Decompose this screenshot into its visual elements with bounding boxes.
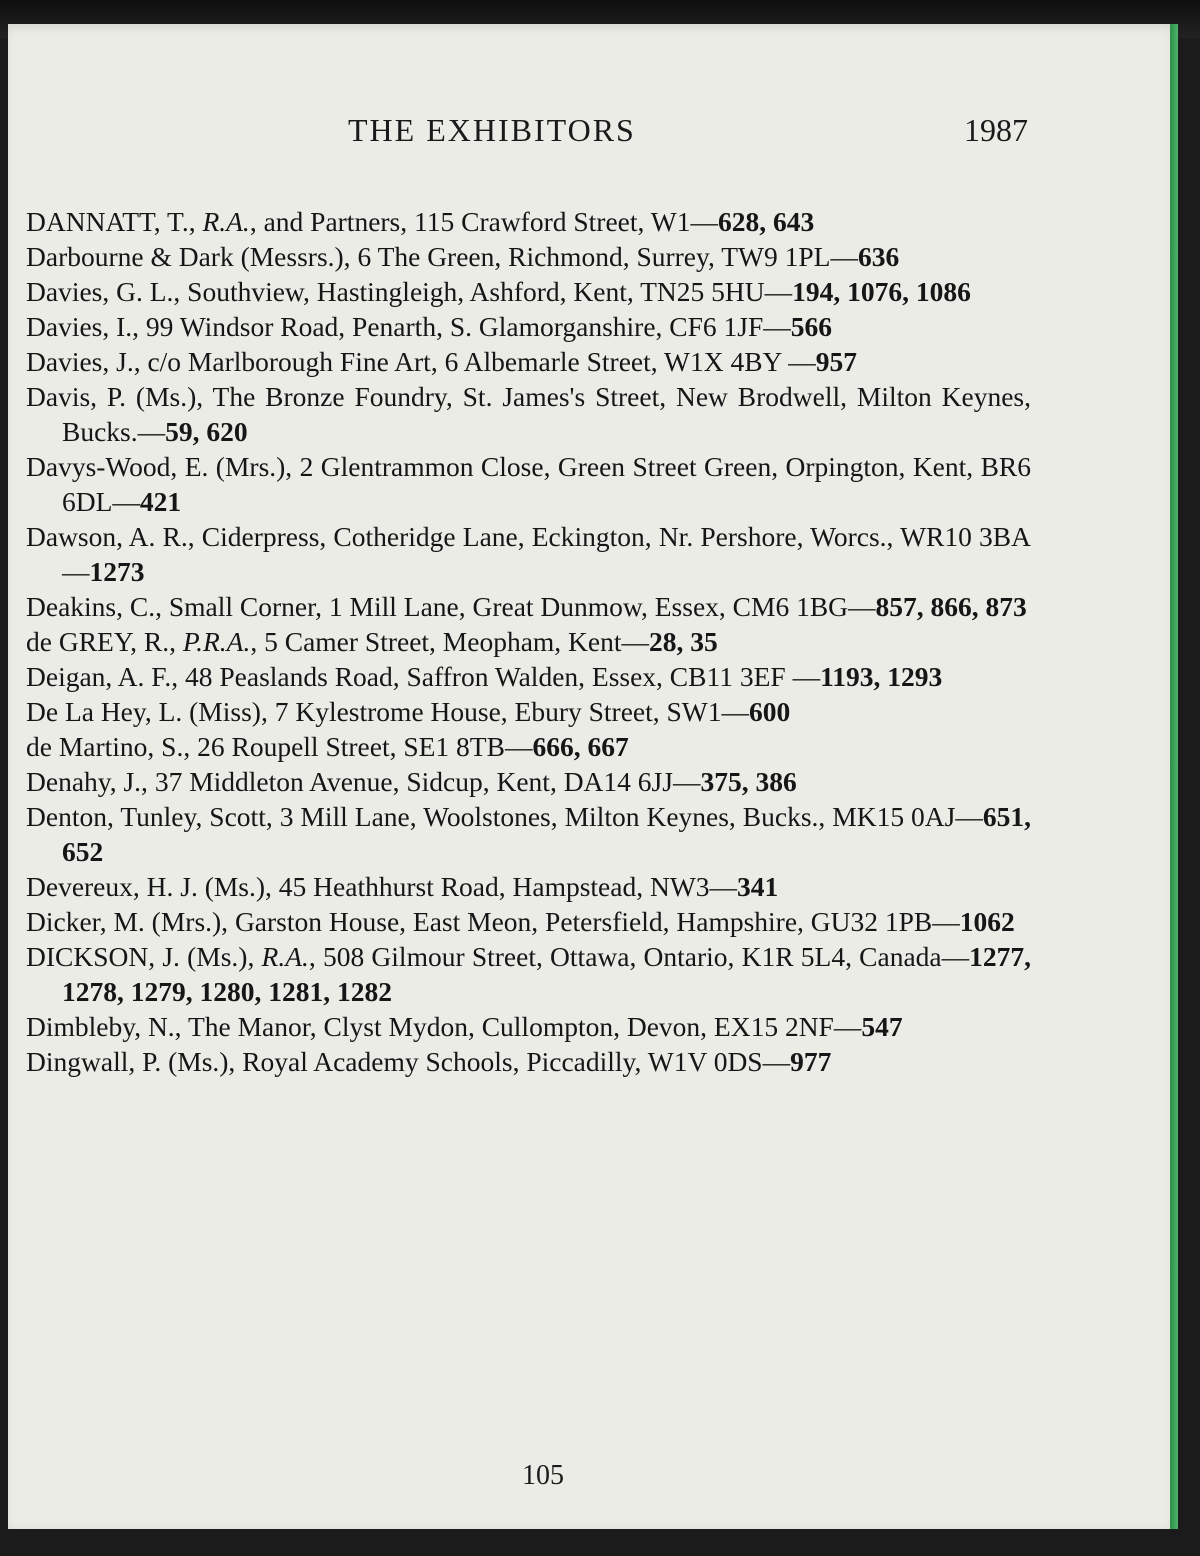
exhibitor-address: 6 The Green, Richmond, Surrey, TW9 1PL— bbox=[357, 241, 858, 272]
exhibitor-name: Davies, I., bbox=[26, 311, 146, 342]
exhibitor-entry bbox=[26, 1044, 1031, 1079]
exhibitor-name: Dicker, M. (Mrs.), bbox=[26, 906, 235, 937]
exhibit-numbers: 977 bbox=[790, 1046, 832, 1077]
exhibitor-name: Denahy, J., bbox=[26, 766, 155, 797]
page-title: THE EXHIBITORS bbox=[348, 112, 636, 148]
exhibitor-address: The Bronze Foundry, St. James's Street, New Brodwell, Milton Keynes, Bucks.— bbox=[62, 381, 1031, 447]
exhibitor-entry bbox=[26, 274, 1031, 309]
exhibit-numbers: 1277, 1278, 1279, 1280, 1281, 1282 bbox=[62, 941, 1031, 1007]
exhibitor-address: Small Corner, 1 Mill Lane, Great Dunmow, Essex, CM6 1BG— bbox=[168, 591, 876, 622]
exhibitor-name: Deakins, C., bbox=[26, 591, 169, 622]
exhibitor-address: 3 Mill Lane, Woolstones, Milton Keynes, Bucks., MK15 0AJ— bbox=[279, 801, 983, 832]
exhibitor-title: P.R.A. bbox=[182, 626, 251, 657]
exhibitor-address: The Manor, Clyst Mydon, Cullompton, Devon, EX15 2NF— bbox=[187, 1011, 862, 1042]
exhibitor-name: Denton, Tunley, Scott, bbox=[26, 801, 280, 832]
header-year: 1987 bbox=[964, 112, 1028, 148]
exhibit-numbers: 600 bbox=[749, 696, 791, 727]
exhibit-numbers: 957 bbox=[815, 346, 858, 377]
exhibitor-name: Davys-Wood, E. (Mrs.), bbox=[26, 451, 300, 482]
exhibit-numbers: 341 bbox=[737, 871, 779, 902]
exhibitor-name: de Martino, S., bbox=[26, 731, 198, 762]
exhibitor-entry bbox=[26, 729, 1031, 764]
green-page-edge bbox=[1170, 24, 1178, 1529]
running-header bbox=[8, 112, 1178, 162]
exhibitor-entry bbox=[26, 764, 1031, 799]
exhibitor-name: DANNATT, T., bbox=[26, 206, 203, 237]
exhibitor-name: Darbourne & Dark (Messrs.), bbox=[26, 241, 358, 272]
exhibitor-entry bbox=[26, 799, 1031, 869]
exhibit-numbers: 59, 620 bbox=[165, 416, 248, 447]
exhibitor-address: Royal Academy Schools, Piccadilly, W1V 0DS— bbox=[242, 1046, 791, 1077]
exhibitor-entry bbox=[26, 869, 1031, 904]
exhibitor-address: 48 Peaslands Road, Saffron Walden, Essex, CB11 3EF — bbox=[184, 661, 821, 692]
exhibitor-name: Davis, P. (Ms.), bbox=[26, 381, 213, 412]
exhibitor-entry bbox=[26, 379, 1031, 449]
exhibitor-entry bbox=[26, 589, 1031, 624]
exhibitor-entry bbox=[26, 239, 1031, 274]
exhibit-numbers: 1062 bbox=[959, 906, 1015, 937]
page-number: 105 bbox=[522, 1460, 564, 1491]
exhibitor-entry bbox=[26, 449, 1031, 519]
exhibitor-entry bbox=[26, 939, 1031, 1009]
exhibitor-address: , 508 Gilmour Street, Ottawa, Ontario, K1R 5L4, Canada— bbox=[308, 941, 970, 972]
exhibitor-address: 26 Roupell Street, SE1 8TB— bbox=[197, 731, 533, 762]
exhibitor-name: Dimbleby, N., bbox=[26, 1011, 188, 1042]
exhibit-numbers: 1273 bbox=[89, 556, 145, 587]
exhibitor-address: , and Partners, 115 Crawford Street, W1— bbox=[249, 206, 718, 237]
exhibit-numbers: 651, 652 bbox=[62, 801, 1031, 867]
exhibitor-address: 45 Heathhurst Road, Hampstead, NW3— bbox=[278, 871, 738, 902]
exhibit-numbers: 628, 643 bbox=[717, 206, 815, 237]
exhibit-numbers: 28, 35 bbox=[649, 626, 718, 657]
exhibitor-name: Dingwall, P. (Ms.), bbox=[26, 1046, 243, 1077]
exhibitor-address: 99 Windsor Road, Penarth, S. Glamorganshire, CF6 1JF— bbox=[145, 311, 791, 342]
exhibitor-entry bbox=[26, 659, 1031, 694]
exhibitor-address: 7 Kylestrome House, Ebury Street, SW1— bbox=[274, 696, 750, 727]
exhibitor-entry bbox=[26, 624, 1031, 659]
exhibit-numbers: 547 bbox=[861, 1011, 903, 1042]
exhibitor-name: De La Hey, L. (Miss), bbox=[26, 696, 275, 727]
exhibitor-name: Davies, J., bbox=[26, 346, 148, 377]
exhibitor-entry bbox=[26, 1009, 1031, 1044]
exhibit-numbers: 421 bbox=[139, 486, 182, 517]
exhibitor-name: Dawson, A. R., bbox=[26, 521, 202, 552]
exhibit-numbers: 375, 386 bbox=[700, 766, 797, 797]
exhibitor-list bbox=[26, 204, 1031, 1079]
exhibitor-name: de GREY, R., bbox=[26, 626, 183, 657]
exhibitor-name: Deigan, A. F., bbox=[26, 661, 185, 692]
exhibitor-title: R.A. bbox=[261, 941, 309, 972]
book-page bbox=[8, 24, 1178, 1529]
exhibitor-title: R.A. bbox=[202, 206, 250, 237]
exhibit-numbers: 636 bbox=[857, 241, 900, 272]
exhibitor-entry bbox=[26, 344, 1031, 379]
exhibit-numbers: 194, 1076, 1086 bbox=[792, 276, 971, 307]
exhibitor-entry bbox=[26, 694, 1031, 729]
exhibitor-entry bbox=[26, 204, 1031, 239]
exhibitor-entry bbox=[26, 519, 1031, 589]
exhibitor-name: DICKSON, J. (Ms.), bbox=[26, 941, 262, 972]
exhibitor-address: 2 Glentrammon Close, Green Street Green, Orpington, Kent, BR6 6DL— bbox=[62, 451, 1031, 517]
exhibit-numbers: 666, 667 bbox=[532, 731, 629, 762]
exhibitor-name: Davies, G. L., bbox=[26, 276, 188, 307]
exhibitor-address: 37 Middleton Avenue, Sidcup, Kent, DA14 6JJ— bbox=[154, 766, 701, 797]
exhibit-numbers: 857, 866, 873 bbox=[875, 591, 1027, 622]
exhibitor-address: c/o Marlborough Fine Art, 6 Albemarle Street, W1X 4BY — bbox=[147, 346, 816, 377]
exhibitor-address: Garston House, East Meon, Petersfield, Hampshire, GU32 1PB— bbox=[234, 906, 960, 937]
exhibitor-address: , 5 Camer Street, Meopham, Kent— bbox=[250, 626, 650, 657]
exhibitor-name: Devereux, H. J. (Ms.), bbox=[26, 871, 279, 902]
exhibit-numbers: 566 bbox=[790, 311, 833, 342]
exhibit-numbers: 1193, 1293 bbox=[820, 661, 943, 692]
exhibitor-entry bbox=[26, 309, 1031, 344]
exhibitor-address: Ciderpress, Cotheridge Lane, Eckington, Nr. Pershore, Worcs., WR10 3BA— bbox=[62, 521, 1031, 587]
exhibitor-entry bbox=[26, 904, 1031, 939]
exhibitor-address: Southview, Hastingleigh, Ashford, Kent, TN25 5HU— bbox=[187, 276, 793, 307]
